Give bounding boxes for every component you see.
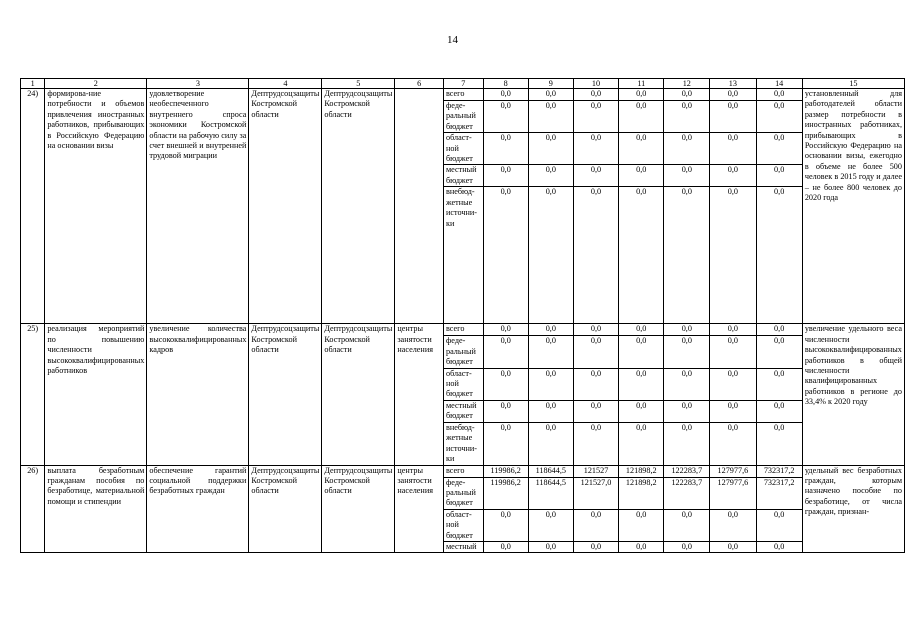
- funding-value-cell: 0,0: [664, 422, 710, 465]
- funding-value-cell: 121898,2: [619, 477, 664, 509]
- funding-value-cell: 0,0: [710, 101, 756, 133]
- column-number-cell: 14: [756, 79, 802, 89]
- funding-source-cell: всего: [443, 324, 483, 336]
- expected-result-cell: увеличение удельного веса численности высококвалифицированных работников в общей численности квалифицированных работников в регионе до 33,4% к 2020 году: [802, 324, 904, 465]
- funding-source-cell: област-ной бюджет: [443, 368, 483, 400]
- funding-value-cell: 0,0: [756, 324, 802, 336]
- funding-value-cell: 127977,6: [710, 477, 756, 509]
- funding-value-cell: 0,0: [664, 336, 710, 368]
- funding-value-cell: 732317,2: [756, 477, 802, 509]
- funding-value-cell: 0,0: [664, 133, 710, 165]
- funding-value-cell: 0,0: [573, 101, 618, 133]
- funding-value-cell: 0,0: [483, 541, 528, 552]
- funding-value-cell: 0,0: [528, 187, 573, 324]
- funding-value-cell: 0,0: [528, 368, 573, 400]
- funding-value-cell: 0,0: [619, 368, 664, 400]
- funding-value-cell: 0,0: [710, 400, 756, 422]
- funding-value-cell: 0,0: [664, 324, 710, 336]
- column-number-cell: 1: [21, 79, 45, 89]
- funding-source-cell: област-ной бюджет: [443, 509, 483, 541]
- funding-value-cell: 0,0: [664, 89, 710, 101]
- funding-value-cell: 0,0: [619, 324, 664, 336]
- funding-value-cell: 0,0: [573, 422, 618, 465]
- funding-value-cell: 0,0: [528, 422, 573, 465]
- measure-name-cell: выплата безработным гражданам пособия по безработице, материальной помощи и стипендии: [45, 465, 147, 553]
- funding-value-cell: 0,0: [710, 89, 756, 101]
- funding-value-cell: 0,0: [710, 336, 756, 368]
- funding-value-cell: 0,0: [619, 541, 664, 552]
- funding-value-cell: 0,0: [619, 165, 664, 187]
- funding-value-cell: 0,0: [483, 324, 528, 336]
- funding-value-cell: 0,0: [619, 509, 664, 541]
- funding-value-cell: 0,0: [573, 368, 618, 400]
- funding-value-cell: 0,0: [573, 324, 618, 336]
- funding-source-cell: местный бюджет: [443, 165, 483, 187]
- measure-name-cell: реализация мероприятий по повышению численности высококвалифицированных работников: [45, 324, 147, 465]
- column-number-cell: 13: [710, 79, 756, 89]
- table-row: [21, 89, 905, 101]
- funding-value-cell: 122283,7: [664, 465, 710, 477]
- column-number-cell: 11: [619, 79, 664, 89]
- funding-value-cell: 0,0: [528, 400, 573, 422]
- participant-cell: [395, 89, 444, 324]
- funding-value-cell: 0,0: [573, 541, 618, 552]
- funding-value-cell: 0,0: [483, 509, 528, 541]
- funding-value-cell: 121527: [573, 465, 618, 477]
- funding-value-cell: 118644,5: [528, 465, 573, 477]
- measure-goal-cell: удовлетворение необеспеченного внутреннего спроса экономики Костромской области на рабочую силу за счет внешней и внутренней трудовой миграции: [147, 89, 249, 324]
- funding-value-cell: 0,0: [573, 509, 618, 541]
- executor-cell: Дептрудсоцзащиты Костромской области: [249, 324, 322, 465]
- funding-source-cell: област-ной бюджет: [443, 133, 483, 165]
- funding-value-cell: 0,0: [710, 133, 756, 165]
- funding-value-cell: 0,0: [710, 165, 756, 187]
- program-measures-table: [20, 78, 905, 553]
- funding-value-cell: 0,0: [756, 368, 802, 400]
- funding-value-cell: 0,0: [528, 165, 573, 187]
- column-number-cell: 7: [443, 79, 483, 89]
- funding-value-cell: 0,0: [710, 509, 756, 541]
- column-number-cell: 15: [802, 79, 904, 89]
- funding-source-cell: феде-ральный бюджет: [443, 336, 483, 368]
- funding-value-cell: 0,0: [756, 509, 802, 541]
- funding-value-cell: 0,0: [710, 422, 756, 465]
- funding-value-cell: 0,0: [528, 101, 573, 133]
- funding-value-cell: 0,0: [664, 541, 710, 552]
- funding-value-cell: 0,0: [483, 101, 528, 133]
- funding-value-cell: 119986,2: [483, 477, 528, 509]
- funding-value-cell: 0,0: [710, 541, 756, 552]
- funding-source-cell: внебюд-жетные источни-ки: [443, 187, 483, 324]
- page-number: 14: [447, 34, 458, 46]
- funding-value-cell: 0,0: [528, 541, 573, 552]
- measure-goal-cell: обеспечение гарантий социальной поддержки безработных граждан: [147, 465, 249, 553]
- measure-goal-cell: увеличение количества высококвалифицированных кадров: [147, 324, 249, 465]
- funding-value-cell: 0,0: [528, 89, 573, 101]
- funding-value-cell: 0,0: [483, 336, 528, 368]
- funding-source-cell: местный бюджет: [443, 400, 483, 422]
- funding-value-cell: 0,0: [483, 165, 528, 187]
- funding-value-cell: 0,0: [483, 133, 528, 165]
- funding-value-cell: 0,0: [619, 187, 664, 324]
- participant-cell: центры занятости населения: [395, 465, 444, 553]
- column-number-cell: 5: [322, 79, 395, 89]
- funding-value-cell: 0,0: [528, 336, 573, 368]
- funding-value-cell: 121898,2: [619, 465, 664, 477]
- funding-value-cell: 0,0: [483, 400, 528, 422]
- column-number-cell: 2: [45, 79, 147, 89]
- executor-cell: Дептрудсоцзащиты Костромской области: [249, 465, 322, 553]
- funding-value-cell: 0,0: [483, 187, 528, 324]
- funding-value-cell: 0,0: [483, 422, 528, 465]
- funding-value-cell: 0,0: [710, 368, 756, 400]
- funding-value-cell: 0,0: [756, 400, 802, 422]
- funding-value-cell: 0,0: [619, 336, 664, 368]
- funding-value-cell: 0,0: [528, 324, 573, 336]
- funding-value-cell: 0,0: [664, 101, 710, 133]
- funding-source-cell: феде-ральный бюджет: [443, 477, 483, 509]
- funding-value-cell: 122283,7: [664, 477, 710, 509]
- expected-result-cell: удельный вес безработных граждан, которым назначено пособие по безработице, от числа граждан, признан-: [802, 465, 904, 553]
- funding-value-cell: 0,0: [573, 133, 618, 165]
- funding-value-cell: 0,0: [619, 422, 664, 465]
- funding-value-cell: 0,0: [619, 89, 664, 101]
- funding-source-cell: всего: [443, 89, 483, 101]
- funding-value-cell: 121527,0: [573, 477, 618, 509]
- column-number-cell: 6: [395, 79, 444, 89]
- funding-value-cell: 0,0: [710, 187, 756, 324]
- table-row: [21, 324, 905, 336]
- column-number-cell: 8: [483, 79, 528, 89]
- funding-source-cell: местный: [443, 541, 483, 552]
- funding-source-cell: всего: [443, 465, 483, 477]
- funding-value-cell: 0,0: [756, 336, 802, 368]
- funding-value-cell: 0,0: [664, 165, 710, 187]
- column-number-cell: 9: [528, 79, 573, 89]
- funding-source-cell: феде-ральный бюджет: [443, 101, 483, 133]
- funding-value-cell: 0,0: [483, 89, 528, 101]
- funding-value-cell: 0,0: [573, 89, 618, 101]
- funding-value-cell: 119986,2: [483, 465, 528, 477]
- expected-result-cell: установленный для работодателей области размер потребности в иностранных работниках, прибывающих в Российскую Федерацию на основании визы, ежегодно в объеме не более 500 человек в 2015 году и далее – не более 800 человек до 2020 года: [802, 89, 904, 324]
- coexecutor-cell: Дептрудсоцзащиты Костромской области: [322, 324, 395, 465]
- funding-value-cell: 0,0: [756, 133, 802, 165]
- funding-value-cell: 0,0: [756, 541, 802, 552]
- funding-value-cell: 0,0: [483, 368, 528, 400]
- measure-number-cell: 26): [21, 465, 45, 553]
- measure-name-cell: формирова-ние потребности и объемов привлечения иностранных работников, прибывающих в Российскую Федерацию на основании визы: [45, 89, 147, 324]
- funding-value-cell: 0,0: [619, 133, 664, 165]
- funding-value-cell: 0,0: [756, 422, 802, 465]
- column-number-cell: 3: [147, 79, 249, 89]
- coexecutor-cell: Дептрудсоцзащиты Костромской области: [322, 465, 395, 553]
- funding-value-cell: 0,0: [573, 400, 618, 422]
- column-number-cell: 4: [249, 79, 322, 89]
- column-number-row: [21, 79, 905, 89]
- participant-cell: центры занятости населения: [395, 324, 444, 465]
- executor-cell: Дептрудсоцзащиты Костромской области: [249, 89, 322, 324]
- funding-value-cell: 0,0: [573, 165, 618, 187]
- funding-value-cell: 732317,2: [756, 465, 802, 477]
- funding-value-cell: 0,0: [664, 400, 710, 422]
- column-number-cell: 12: [664, 79, 710, 89]
- funding-value-cell: 0,0: [756, 101, 802, 133]
- funding-value-cell: 127977,6: [710, 465, 756, 477]
- funding-value-cell: 0,0: [573, 336, 618, 368]
- table-row: [21, 465, 905, 477]
- funding-value-cell: 0,0: [664, 509, 710, 541]
- funding-value-cell: 0,0: [664, 368, 710, 400]
- funding-value-cell: 0,0: [664, 187, 710, 324]
- funding-value-cell: 0,0: [528, 133, 573, 165]
- funding-value-cell: 0,0: [756, 187, 802, 324]
- funding-value-cell: 0,0: [573, 187, 618, 324]
- column-number-cell: 10: [573, 79, 618, 89]
- funding-value-cell: 0,0: [528, 509, 573, 541]
- measure-number-cell: 25): [21, 324, 45, 465]
- funding-value-cell: 0,0: [619, 400, 664, 422]
- funding-value-cell: 0,0: [756, 165, 802, 187]
- coexecutor-cell: Дептрудсоцзащиты Костромской области: [322, 89, 395, 324]
- measure-number-cell: 24): [21, 89, 45, 324]
- funding-value-cell: 0,0: [756, 89, 802, 101]
- funding-value-cell: 118644,5: [528, 477, 573, 509]
- funding-source-cell: внебюд-жетные источни-ки: [443, 422, 483, 465]
- funding-value-cell: 0,0: [619, 101, 664, 133]
- funding-value-cell: 0,0: [710, 324, 756, 336]
